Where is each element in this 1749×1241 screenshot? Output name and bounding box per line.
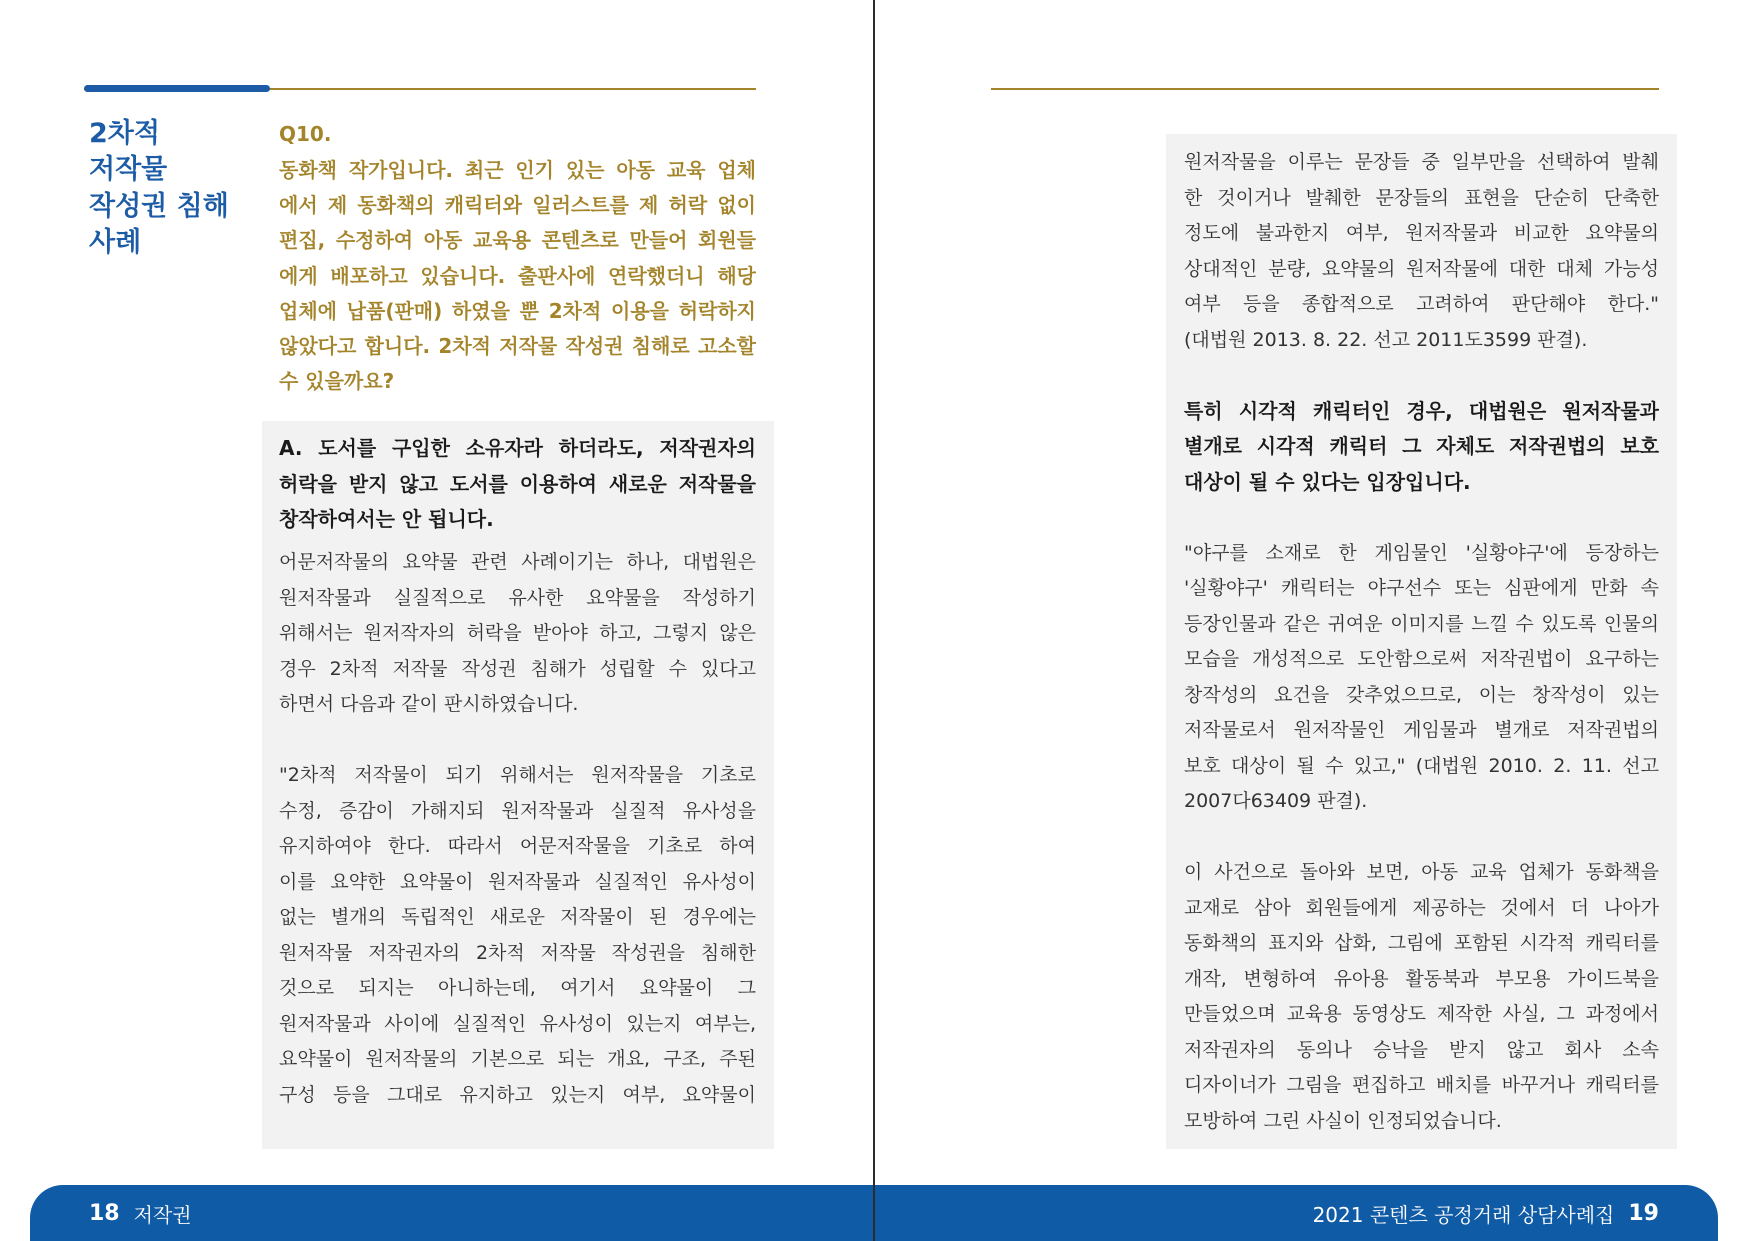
body-text-line: 저작권자의 동의나 승낙을 받지 않고 회사 소속 xyxy=(1184,1038,1659,1061)
body-text-line: 등장인물과 같은 귀여운 이미지를 느낄 수 있도록 인물의 xyxy=(1184,612,1659,635)
emphasis-paragraph xyxy=(1184,394,1659,501)
question-line: 않았다고 합니다. 2차적 저작물 작성권 침해로 고소할 xyxy=(279,334,756,359)
answer-heading-line: A. 도서를 구입한 소유자라 하더라도, 저작권자의 xyxy=(279,436,756,460)
character-case-paragraph xyxy=(1184,536,1659,820)
question-line: 업체에 납품(판매) 하였을 뿐 2차적 이용을 허락하지 xyxy=(279,298,756,323)
right-page-number: 19 xyxy=(1628,1200,1659,1226)
body-text-line: "야구를 소재로 한 게임물인 '실황야구'에 등장하는 xyxy=(1184,541,1659,564)
section-title-line: 2차적 xyxy=(89,117,160,149)
body-text-line: 원저작물을 이루는 문장들 중 일부만을 선택하여 발췌 xyxy=(1184,151,1659,174)
body-text-line: 요약물이 원저작물의 기본으로 되는 개요, 구조, 주된 xyxy=(279,1048,756,1071)
court-quote-continued-paragraph xyxy=(1184,145,1659,358)
section-title-line: 사례 xyxy=(89,227,142,259)
body-text-line: 보호 대상이 될 수 있고," (대법원 2010. 2. 11. 선고 xyxy=(1184,754,1659,777)
body-text-line: 상대적인 분량, 요약물의 원저작물에 대한 대체 가능성 xyxy=(1184,257,1659,280)
answer-heading-line: 창작하여서는 안 됩니다. xyxy=(279,507,494,531)
body-text-line: 동화책의 표지와 삽화, 그림에 포함된 시각적 캐릭터를 xyxy=(1184,932,1659,955)
footer-left xyxy=(89,1185,192,1241)
body-text-line: '실황야구' 캐릭터는 야구선수 또는 심판에게 만화 속 xyxy=(1184,577,1659,600)
question-block xyxy=(279,117,756,399)
answer-paragraph xyxy=(279,545,756,723)
answer-heading-line: 허락을 받지 않고 도서를 이용하여 새로운 저작물을 xyxy=(279,471,756,496)
body-text-line: 만들었으며 교육용 동영상도 제작한 사실, 그 과정에서 xyxy=(1184,1003,1659,1026)
body-text-line: 모방하여 그린 사실이 인정되었습니다. xyxy=(1184,1109,1502,1132)
footer-section-name: 저작권 xyxy=(133,1202,192,1227)
body-text-line: 개작, 변형하여 유아용 활동북과 부모용 가이드북을 xyxy=(1184,967,1659,990)
body-text-line: 모습을 개성적으로 도안함으로써 저작권법이 요구하는 xyxy=(1184,648,1659,671)
footer-book-title: 2021 콘텐츠 공정거래 상담사례집 xyxy=(1312,1202,1615,1227)
section-title xyxy=(89,116,259,262)
emphasis-line: 별개로 시각적 캐릭터 그 자체도 저작권법의 보호 xyxy=(1184,434,1659,459)
question-line: 편집, 수정하여 아동 교육용 콘텐츠로 만들어 회원들 xyxy=(279,228,756,253)
right-header-rule xyxy=(991,88,1659,90)
body-text-line: 창작성의 요건을 갖추었으므로, 이는 창작성이 있는 xyxy=(1184,683,1659,706)
conclusion-paragraph xyxy=(1184,855,1659,1139)
question-line: 에게 배포하고 있습니다. 출판사에 연락했더니 해당 xyxy=(279,263,756,288)
body-text-line: 원저작물 저작권자의 2차적 저작물 작성권을 침해한 xyxy=(279,941,756,964)
body-text-line: 여부 등을 종합적으로 고려하여 판단해야 한다." xyxy=(1184,293,1659,316)
body-text-line: 이 사건으로 돌아와 보면, 아동 교육 업체가 동화책을 xyxy=(1184,861,1659,884)
body-text-line: 하면서 다음과 같이 판시하였습니다. xyxy=(279,693,579,716)
section-title-line: 작성권 침해 xyxy=(89,190,229,222)
section-title-line: 저작물 xyxy=(89,154,168,186)
emphasis-line: 특히 시각적 캐릭터인 경우, 대법원은 원저작물과 xyxy=(1184,398,1659,423)
body-text-line: 정도에 불과한지 여부, 원저작물과 비교한 요약물의 xyxy=(1184,222,1659,245)
body-text-line: (대법원 2013. 8. 22. 선고 2011도3599 판결). xyxy=(1184,328,1588,351)
book-spine-divider xyxy=(873,0,875,1241)
question-line: 수 있을까요? xyxy=(279,369,395,394)
question-line: 에서 제 동화책의 캐릭터와 일러스트를 제 허락 없이 xyxy=(279,192,756,217)
question-label: Q10. xyxy=(279,122,332,147)
body-text-line: 원저작물과 실질적으로 유사한 요약물을 작성하기 xyxy=(279,586,756,609)
emphasis-line: 대상이 될 수 있다는 입장입니다. xyxy=(1184,469,1471,494)
body-text-line: "2차적 저작물이 되기 위해서는 원저작물을 기초로 xyxy=(279,764,756,787)
body-text-line: 디자이너가 그림을 편집하고 배치를 바꾸거나 캐릭터를 xyxy=(1184,1074,1659,1097)
body-text-line: 원저작물과 사이에 실질적인 유사성이 있는지 여부는, xyxy=(279,1012,756,1035)
body-text-line: 것으로 되지는 아니하는데, 여기서 요약물이 그 xyxy=(279,977,756,1000)
answer-box xyxy=(262,421,774,1149)
court-quote-paragraph xyxy=(279,758,756,1113)
body-text-line: 어문저작물의 요약물 관련 사례이기는 하나, 대법원은 xyxy=(279,551,756,574)
body-text-line: 교재로 삼아 회원들에게 제공하는 것에서 더 나아가 xyxy=(1184,896,1659,919)
body-text-line: 이를 요약한 요약물이 원저작물과 실질적인 유사성이 xyxy=(279,870,756,893)
body-text-line: 한 것이거나 발췌한 문장들의 표현을 단순히 단축한 xyxy=(1184,186,1659,209)
body-text-line: 구성 등을 그대로 유지하고 있는지 여부, 요약물이 xyxy=(279,1083,756,1106)
left-page-number: 18 xyxy=(89,1200,120,1226)
body-text-line: 없는 별개의 독립적인 새로운 저작물이 된 경우에는 xyxy=(279,906,756,929)
body-text-line: 경우 2차적 저작물 작성권 침해가 성립할 수 있다고 xyxy=(279,657,756,680)
body-text-line: 유지하여야 한다. 따라서 어문저작물을 기초로 하여 xyxy=(279,835,756,858)
body-text-line: 수정, 증감이 가해지되 원저작물과 실질적 유사성을 xyxy=(279,799,756,822)
question-line: 동화책 작가입니다. 최근 인기 있는 아동 교육 업체 xyxy=(279,157,756,182)
body-text-line: 저작물로서 원저작물인 게임물과 별개로 저작권법의 xyxy=(1184,719,1659,742)
left-header-accent-bar xyxy=(84,85,270,92)
answer-continued-box xyxy=(1166,134,1677,1149)
answer-heading xyxy=(279,431,756,538)
body-text-line: 위해서는 원저작자의 허락을 받아야 하고, 그렇지 않은 xyxy=(279,622,756,645)
body-text-line: 2007다63409 판결). xyxy=(1184,790,1368,813)
footer-right xyxy=(1313,1185,1659,1241)
